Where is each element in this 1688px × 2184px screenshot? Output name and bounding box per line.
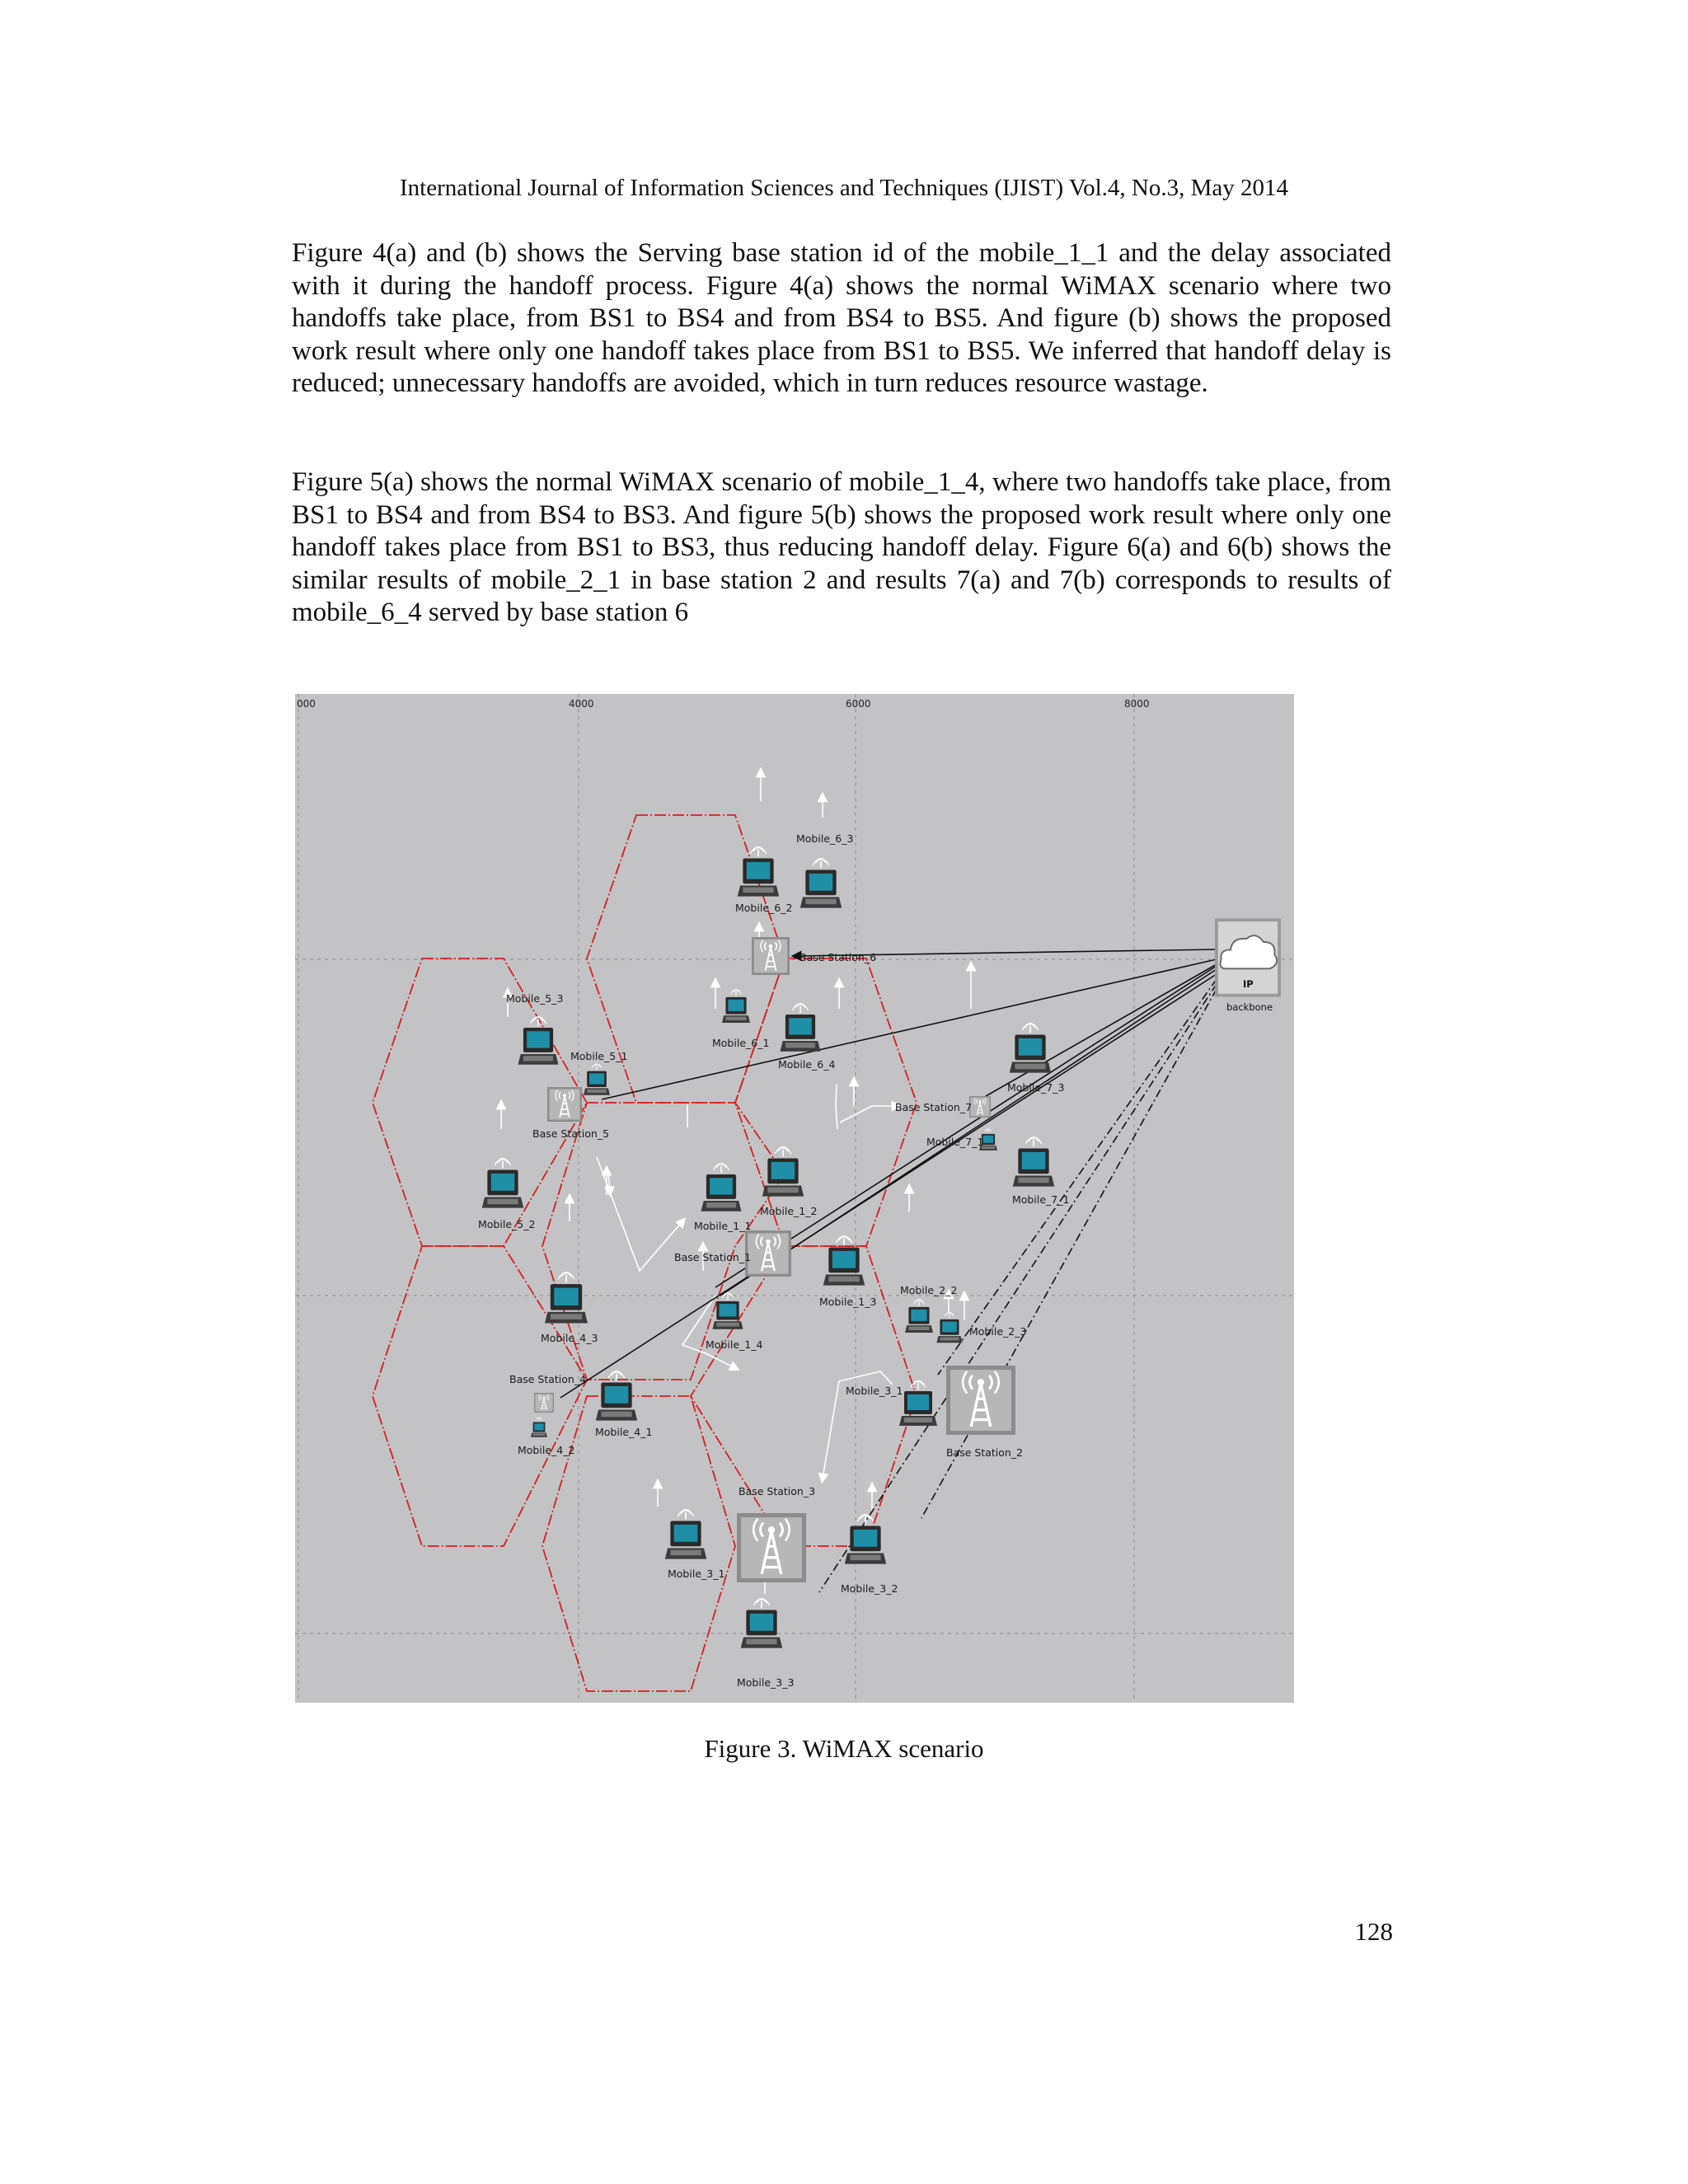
mobile-6-4-label: Mobile_6_4	[778, 1058, 836, 1071]
mobile-3-2-label: Mobile_3_2	[841, 1582, 898, 1595]
mobile-5-2-label: Mobile_5_2	[478, 1218, 536, 1230]
axis-tick-2: 6000	[846, 698, 871, 710]
mobile-4-1-label: Mobile_4_1	[595, 1426, 653, 1438]
base-station-1-label: Base Station_1	[674, 1251, 752, 1263]
figure-caption: Figure 3. WiMAX scenario	[704, 1734, 984, 1763]
base-station-6-icon[interactable]	[752, 937, 790, 975]
mobile-7-1-label: Mobile_7_1	[926, 1136, 984, 1148]
axis-tick-3: 8000	[1124, 698, 1150, 710]
body-paragraph-1: Figure 4(a) and (b) shows the Serving base station id of the mobile_1_1 and the delay associated with it during the handoff process. Figure 4(a) shows the normal WiMAX scenario where two handoffs take place, from BS1 to BS4 and from BS4 to BS5. And figure (b) shows the proposed work result where only one handoff takes place from BS1 to BS5. We inferred that handoff delay is reduced; unnecessary handoffs are avoided, which in turn reduces resource wastage.	[292, 238, 1391, 398]
mobile-1-2-label: Mobile_1_2	[760, 1205, 818, 1217]
backbone-label: backbone	[1226, 1001, 1273, 1013]
mobile-6-1-label: Mobile_6_1	[712, 1037, 770, 1049]
base-station-5-label: Base Station_5	[532, 1127, 610, 1140]
mobile-6-2-label: Mobile_6_2	[735, 902, 793, 914]
mobile-2-1-label: Mobile_3_1	[846, 1385, 903, 1397]
axis-tick-1: 4000	[569, 698, 594, 710]
mobile-2-2-label: Mobile_2_2	[900, 1284, 958, 1296]
mobile-5-1-label: Mobile_5_1	[570, 1050, 628, 1062]
mobile-2-3-label: Mobile_2_3	[969, 1325, 1027, 1338]
body-paragraph-2: Figure 5(a) shows the normal WiMAX scenario of mobile_1_4, where two handoffs take place, from BS1 to BS4 and from BS4 to BS3. And figure 5(b) shows the proposed work result where only one handoff takes place from BS1 to BS3, thus reducing handoff delay. Figure 6(a) and 6(b) shows the similar results of mobile_2_1 in base station 2 and results 7(a) and 7(b) corresponds to results of mobile_6_4 served by base station 6	[292, 467, 1391, 627]
base-station-4-icon[interactable]	[534, 1393, 554, 1413]
base-station-7-icon[interactable]	[969, 1096, 991, 1118]
mobile-4-3-label: Mobile_4_3	[541, 1332, 598, 1344]
base-station-6-label: Base Station_6	[799, 951, 877, 963]
page-number: 128	[1354, 1917, 1393, 1946]
journal-header: International Journal of Information Sciences and Techniques (IJIST) Vol.4, No.3, May 2014	[400, 175, 1288, 201]
base-station-5-icon[interactable]	[547, 1087, 582, 1122]
mobile-1-4-label: Mobile_1_4	[706, 1338, 763, 1351]
base-station-2-icon[interactable]	[946, 1366, 1015, 1435]
base-station-4-label: Base Station_4	[509, 1373, 587, 1385]
mobile-7-3-label: Mobile_7_3	[1007, 1081, 1065, 1094]
base-station-3-label: Base Station_3	[738, 1485, 816, 1497]
mobile-1-1-label: Mobile_1_1	[694, 1220, 752, 1232]
base-station-7-label: Base Station_7	[895, 1101, 973, 1113]
wimax-scenario-figure	[295, 694, 1294, 1703]
mobile-4-2-label: Mobile_4_2	[518, 1444, 575, 1456]
mobile-7-2-label: Mobile_7_1	[1012, 1193, 1070, 1206]
axis-tick-0: 000	[297, 698, 316, 710]
mobile-1-3-label: Mobile_1_3	[819, 1296, 877, 1308]
mobile-6-3-label: Mobile_6_3	[796, 832, 854, 845]
backbone-icon-text: IP	[1243, 978, 1254, 990]
base-station-2-label: Base Station_2	[946, 1446, 1024, 1459]
base-station-3-icon[interactable]	[737, 1513, 806, 1582]
mobile-3-3-label: Mobile_3_3	[737, 1676, 795, 1689]
mobile-5-3-label: Mobile_5_3	[506, 992, 564, 1005]
mobile-3-1-label: Mobile_3_1	[668, 1568, 725, 1580]
base-station-1-icon[interactable]	[745, 1230, 791, 1277]
